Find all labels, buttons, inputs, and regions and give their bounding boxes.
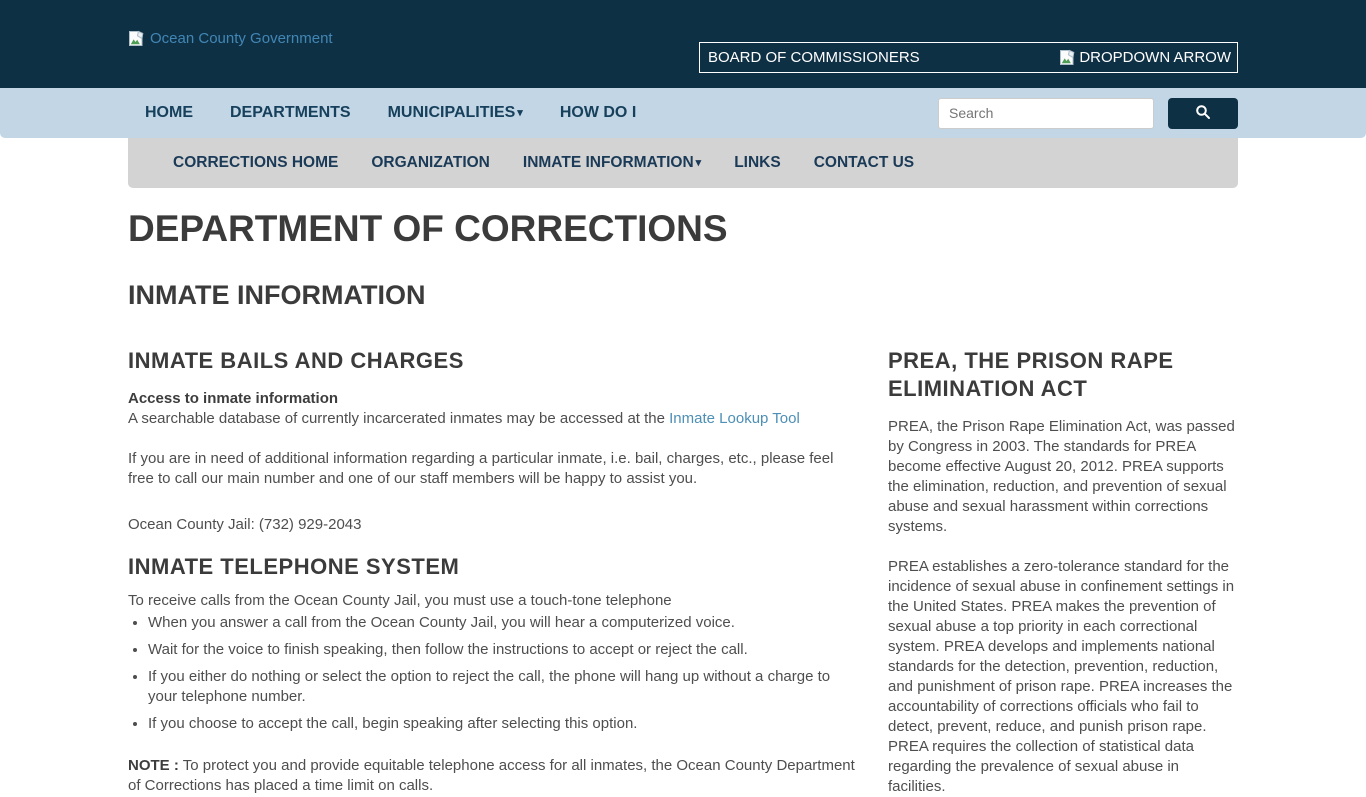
prea-heading: PREA, THE PRISON RAPE ELIMINATION ACT [888,347,1174,401]
nav-item-home[interactable]: HOME [145,104,193,121]
assist-paragraph: If you are in need of additional information regarding a particular inmate, i.e. bail, charges, etc., please feel free to call our main number and one of our staff members will be happy to assist you. [128,449,834,487]
chevron-down-icon: ▾ [517,107,523,119]
section-title: INMATE INFORMATION [128,279,426,310]
chevron-down-icon: ▾ [695,157,702,169]
commissioners-label: BOARD OF COMMISSIONERS [708,49,920,66]
main-navbar [0,88,1366,138]
access-info-label: Access to inmate information [128,389,339,407]
telephone-intro: To receive calls from the Ocean County Jail, you must use a touch-tone telephone [128,591,672,609]
prea-paragraph-2: PREA establishes a zero-tolerance standard for the incidence of sexual abuse in confinement settings in the United States. PREA makes the prevention of sexual abuse a top priority in each correctional system. PREA develops and implements national standards for the detection, prevention, reduction, and punishment of prison rape. PREA increases the accountability of corrections officials who fail to detect, prevent, reduce, and punish prison rape. PREA requires the collection of statistical data regarding the prevalence of sexual abuse in facilities. [888,557,1235,795]
subnav-item-contact-us[interactable]: CONTACT US [813,154,915,171]
nav-item-departments[interactable]: DEPARTMENTS [230,104,351,121]
list-item: • Wait for the voice to finish speaking, then follow the instructions to accept or reject the call. [148,640,863,660]
nav-item-how-do-i[interactable]: HOW DO I [559,104,637,121]
jail-phone-number: Ocean County Jail: (732) 929-2043 [128,515,362,533]
subnav-item-organization[interactable]: ORGANIZATION [371,154,490,171]
subnav-item-links[interactable]: LINKS [734,154,781,171]
bails-heading: INMATE BAILS AND CHARGES [128,347,464,373]
database-line: A searchable database of currently incarcerated inmates may be accessed at the Inmate Lookup Tool [128,409,800,427]
logo-alt-text: Ocean County Government [150,30,333,47]
note-label: NOTE : [128,756,179,774]
telephone-bullet-list [128,613,863,734]
left-column [128,347,863,797]
site-logo-link[interactable] [128,30,333,47]
prea-paragraph-1: PREA, the Prison Rape Elimination Act, was passed by Congress in 2003. The standards for PREA become effective August 20, 2012. PREA supports the elimination, reduction, and prevention of sexual abuse and sexual harassment within corrections systems. [888,417,1235,535]
corrections-subnav [128,138,1238,188]
note-paragraph: NOTE : To protect you and provide equitable telephone access for all inmates, the Ocean County Department of Corrections has placed a time limit on calls. [128,756,855,794]
search-button[interactable] [1168,98,1238,129]
nav-item-municipalities[interactable]: MUNICIPALITIES ▾ [387,104,523,121]
search-icon [1195,104,1211,123]
right-column [888,347,1238,797]
site-header [0,0,1366,88]
broken-image-icon [1059,49,1076,66]
search-input[interactable] [938,98,1154,129]
page-title: DEPARTMENT OF CORRECTIONS [128,208,728,249]
broken-image-icon [128,30,145,47]
inmate-lookup-tool-link[interactable]: Inmate Lookup Tool [669,409,800,427]
list-item: • If you choose to accept the call, begin speaking after selecting this option. [148,714,863,734]
main-content [128,210,1238,797]
board-of-commissioners-dropdown[interactable] [699,42,1238,73]
subnav-item-corrections-home[interactable]: CORRECTIONS HOME [173,154,339,171]
dropdown-alt-text: DROPDOWN ARROW [1079,49,1231,66]
search-bar [938,98,1238,129]
subnav-item-inmate-information[interactable]: INMATE INFORMATION ▾ [522,154,702,171]
list-item: • When you answer a call from the Ocean County Jail, you will hear a computerized voice. [148,613,863,633]
list-item: • If you either do nothing or select the option to reject the call, the phone will hang up without a charge to your telephone number. [148,667,863,707]
telephone-heading: INMATE TELEPHONE SYSTEM [128,553,460,579]
